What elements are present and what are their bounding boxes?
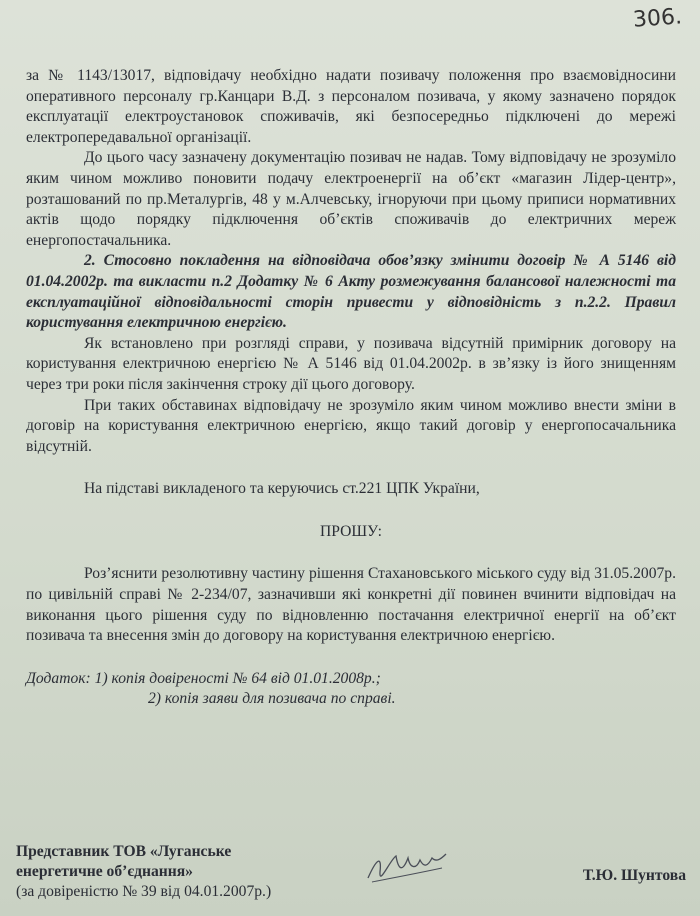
attachments-list <box>26 669 676 710</box>
paragraph-legal-basis: На підставі викладеного та керуючись ст.221 ЦПК України, <box>84 480 480 498</box>
representative-org: енергетичне об’єднання» <box>16 863 193 880</box>
request-heading: ПРОШУ: <box>320 522 382 540</box>
page-number: 306. <box>632 4 683 33</box>
attachment-2: 2) копія заяви для позивача по справі. <box>148 690 396 708</box>
paragraph-contract-missing: Як встановлено при розгляді справи, у позивача відсутній примірник договору на користування електричною енергією № А 5146 від 01.04.2002р. в зв’язку із його знищенням через три роки після закінчення строку дії цього договору. <box>26 334 676 393</box>
paragraph-circumstances: При таких обставинах відповідачу не зрозуміло яким чином можливо внести зміни в договір на користування електричною енергією, якщо такий договір у енергопосачальника відсутній. <box>26 396 676 455</box>
representative-title: Представник ТОВ «Луганське <box>16 843 232 860</box>
signatory-name: Т.Ю. Шунтова <box>582 867 686 884</box>
signature-block <box>16 842 686 902</box>
paragraph-intro: за № 1143/13017, відповідачу необхідно надати позивачу положення про взаємовідносини оперативного персоналу гр.Канцари В.Д. з персоналом позивача, у якому зазначено порядок експлуатації електроустановок споживачів, які безпосередньо підключені до мережі електропередавальної організації. <box>26 67 676 146</box>
paragraph-request: Роз’яснити резолютивну частину рішення Стахановського міського суду від 31.05.2007р. по цивільній справі № 2-234/07, зазначивши які конкретні дії повинен вчинити відповідач на виконання цього рішення суду по відновленню постачання електричної енергії на об’єкт позивача та внесення змін до договору на користування електричною енергією. <box>26 565 676 645</box>
attachment-1: Додаток: 1) копія довіреності № 64 від 01.01.2008р.; <box>26 669 381 687</box>
paragraph-point-2: 2. Стосовно покладення на відповідача обов’язку змінити договір № А 5146 від 01.04.2002р. та викласти п.2 Додатку № 6 Акту розмежування балансової належності та експлуатаційної відповідальності сторін привести у відповідність з п.2.2. Правил користування електричною енергією. <box>26 252 676 332</box>
document-body <box>26 66 676 710</box>
power-of-attorney: (за довіреністю № 39 від 04.01.2007р.) <box>16 883 272 900</box>
paragraph-documentation: До цього часу зазначену документацію позивач не надав. Тому відповідачу не зрозуміло яким чином можливо поновити подачу електроенергії на об’єкт «магазин Лідер-центр», розташований по пр.Металургів, 48 у м.Алчевську, ігноруючи при цьому приписи нормативних актів щодо порядку підключення об’єктів споживачів до електричних мереж енергопостачальника. <box>26 149 676 249</box>
